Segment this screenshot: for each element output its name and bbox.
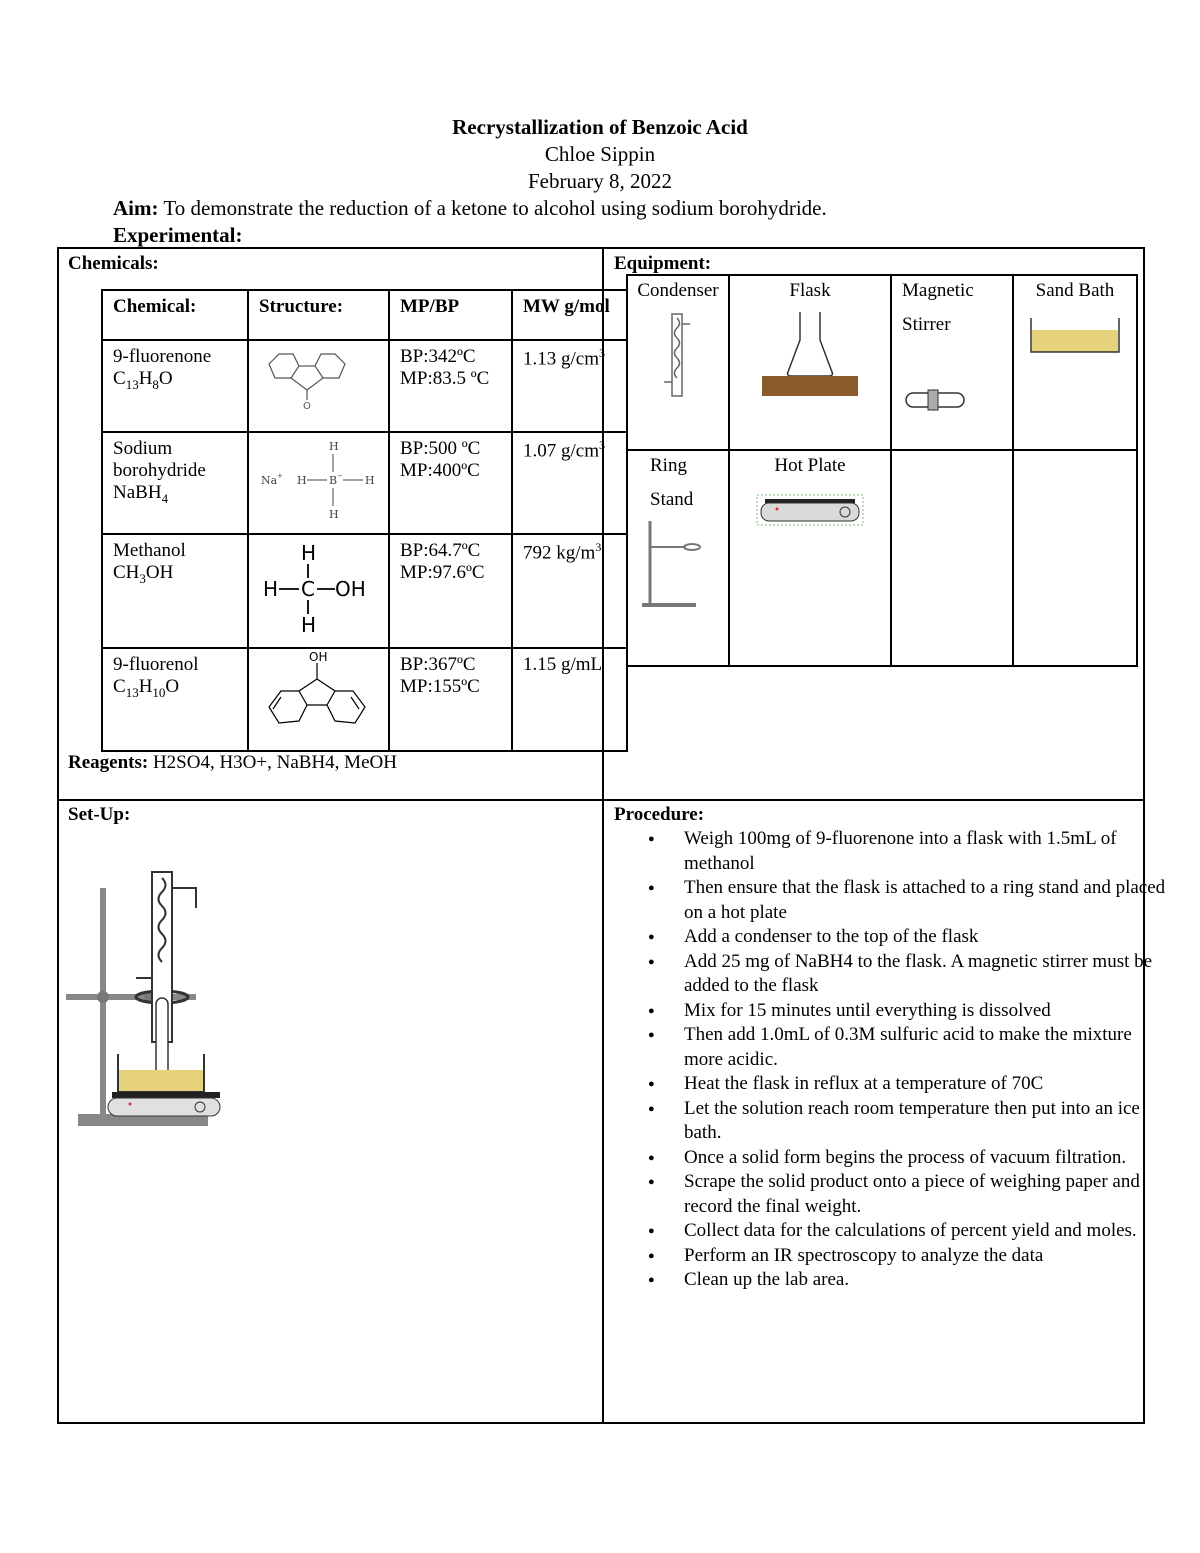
table-row: [102, 432, 627, 534]
setup-label: Set-Up:: [68, 804, 131, 825]
svg-text:−: −: [337, 472, 343, 480]
chemical-cell: [102, 648, 248, 751]
mp-value: MP:83.5 ºC: [400, 368, 490, 389]
chemical-cell: [102, 534, 248, 648]
procedure-label: Procedure:: [614, 804, 705, 825]
svg-text:OH: OH: [309, 650, 328, 664]
chemical-formula: $C_{13}H_{10}O$: [113, 676, 180, 700]
mp-value: MP:97.6ºC: [400, 562, 485, 583]
reagents-text: H2SO4, H3O+, NaBH4, MeOH: [152, 752, 397, 773]
chemical-name-cont: borohydride: [113, 460, 206, 481]
equipment-ring-stand: Ring Stand: [627, 450, 729, 666]
equipment-flask: Flask: [729, 275, 891, 450]
procedure-step: ● Weigh 100mg of 9-fluorenone into a flask with 1.5mL of methanol: [684, 827, 1174, 876]
chemical-formula: NaBH$_4$: [113, 482, 169, 506]
equipment-row: [627, 275, 1137, 450]
nabh4-structure-icon: [259, 438, 377, 522]
setup-apparatus-icon: [66, 848, 232, 1136]
svg-text:C: C: [301, 577, 315, 601]
author: Chloe Sippin: [544, 142, 656, 166]
procedure-step: ● Once a solid form begins the process of vacuum filtration.: [684, 1146, 1174, 1171]
procedure-list: [640, 827, 1174, 1293]
procedure-step: ● Perform an IR spectroscopy to analyze the data: [684, 1244, 1174, 1269]
bp-value: BP:342ºC: [400, 346, 476, 367]
reagents-line: [68, 752, 397, 774]
chemical-formula: $C_{13}H_8O$: [113, 368, 173, 392]
structure-cell: [248, 648, 389, 751]
bp-value: BP:64.7ºC: [400, 540, 481, 561]
chemical-name: Methanol: [113, 540, 186, 561]
svg-text:H: H: [329, 440, 339, 453]
equipment-sand-bath: Sand Bath: [1013, 275, 1137, 450]
bp-value: BP:500 ºC: [400, 438, 481, 459]
svg-text:O: O: [303, 401, 311, 410]
structure-cell: [248, 432, 389, 534]
svg-text:B: B: [329, 474, 338, 487]
procedure-step: ● Mix for 15 minutes until everything is dissolved: [684, 999, 1174, 1024]
stir-bar-icon: [902, 388, 972, 412]
mw-value: 1.07 g/cm: [523, 440, 599, 462]
hot-plate-icon: [755, 493, 865, 529]
chemicals-table: [101, 289, 628, 752]
procedure-step: ● Then add 1.0mL of 0.3M sulfuric acid to make the mixture more acidic.: [684, 1023, 1174, 1072]
aim-text: To demonstrate the reduction of a ketone to alcohol using sodium borohydride.: [163, 196, 827, 220]
svg-text:H: H: [365, 474, 375, 487]
header-mpbp: MP/BP: [389, 290, 512, 340]
procedure-step: ● Scrape the solid product onto a piece of weighing paper and record the final weight.: [684, 1170, 1174, 1219]
procedure-step: ● Add a condenser to the top of the flask: [684, 925, 1174, 950]
mp-value: MP:400ºC: [400, 460, 480, 481]
document-title: Recrystallization of Benzoic Acid: [452, 115, 748, 139]
mpbp-cell: [389, 648, 512, 751]
procedure-step: ● Then ensure that the flask is attached to a ring stand and placed on a hot plate: [684, 876, 1174, 925]
equipment-magnetic-stirrer: Magnetic Stirrer: [891, 275, 1013, 450]
header-mw: MW g/mol: [512, 290, 627, 340]
procedure-step: ● Let the solution reach room temperature then put into an ice bath.: [684, 1097, 1174, 1146]
chemical-cell: [102, 340, 248, 432]
flask-icon: [760, 306, 860, 398]
chemical-name: 9-fluorenol: [113, 654, 199, 675]
equipment-condenser: Condenser: [627, 275, 729, 450]
svg-text:H: H: [301, 541, 317, 565]
svg-text:+: +: [277, 472, 283, 480]
mw-value: 1.13 g/cm: [523, 348, 599, 370]
condenser-icon: [658, 310, 698, 400]
equipment-label: Equipment:: [614, 253, 712, 274]
svg-text:H: H: [263, 577, 279, 601]
methanol-structure-icon: [259, 540, 377, 636]
bp-value: BP:367ºC: [400, 654, 476, 675]
aim-label: Aim:: [113, 196, 159, 220]
procedure-step: ● Heat the flask in reflux at a temperature of 70C: [684, 1072, 1174, 1097]
chemical-formula: $CH_3OH$: [113, 562, 174, 586]
experimental-label: Experimental:: [113, 223, 243, 247]
mpbp-cell: [389, 432, 512, 534]
mw-value: 792 kg/m: [523, 542, 596, 564]
mpbp-cell: [389, 340, 512, 432]
table-header-row: [102, 290, 627, 340]
mw-cell: 1.13 $g/cm^3$: [512, 340, 627, 432]
ring-stand-icon: [636, 517, 706, 613]
fluorenol-structure-icon: [259, 649, 377, 739]
table-row: [102, 340, 627, 432]
chemical-cell: [102, 432, 248, 534]
procedure-step: ● Collect data for the calculations of percent yield and moles.: [684, 1219, 1174, 1244]
grid-divider-horizontal: [57, 799, 1143, 801]
equipment-empty-cell: [1013, 450, 1137, 666]
header-structure: Structure:: [248, 290, 389, 340]
date: February 8, 2022: [527, 169, 673, 193]
svg-text:H: H: [301, 613, 317, 636]
svg-text:Na: Na: [261, 474, 278, 487]
structure-cell: [248, 340, 389, 432]
procedure-step: ● Add 25 mg of NaBH4 to the flask. A magnetic stirrer must be added to the flask: [684, 950, 1174, 999]
chemicals-label: Chemicals:: [68, 253, 159, 274]
table-row: [102, 534, 627, 648]
equipment-hot-plate: Hot Plate: [729, 450, 891, 666]
chemical-name: Sodium: [113, 438, 173, 459]
svg-text:H: H: [329, 508, 339, 521]
reagents-label: Reagents:: [68, 752, 149, 773]
svg-text:OH: OH: [335, 577, 366, 601]
mp-value: MP:155ºC: [400, 676, 480, 697]
svg-text:H: H: [297, 474, 307, 487]
equipment-table: [626, 274, 1138, 667]
header-chemical: Chemical:: [102, 290, 248, 340]
sand-bath-icon: [1029, 316, 1121, 356]
mw-cell: 792 $kg/m^3$: [512, 534, 627, 648]
mw-value: 1.15 g/mL: [523, 654, 603, 675]
mpbp-cell: [389, 534, 512, 648]
procedure-step: ● Clean up the lab area.: [684, 1268, 1174, 1293]
mw-cell: 1.07 $g/cm^3$: [512, 432, 627, 534]
table-row: [102, 648, 627, 751]
fluorenone-structure-icon: [259, 346, 355, 410]
chemical-name: 9-fluorenone: [113, 346, 212, 367]
equipment-empty-cell: [891, 450, 1013, 666]
aim-line: [113, 196, 827, 221]
mw-cell: [512, 648, 627, 751]
equipment-row: [627, 450, 1137, 666]
structure-cell: [248, 534, 389, 648]
